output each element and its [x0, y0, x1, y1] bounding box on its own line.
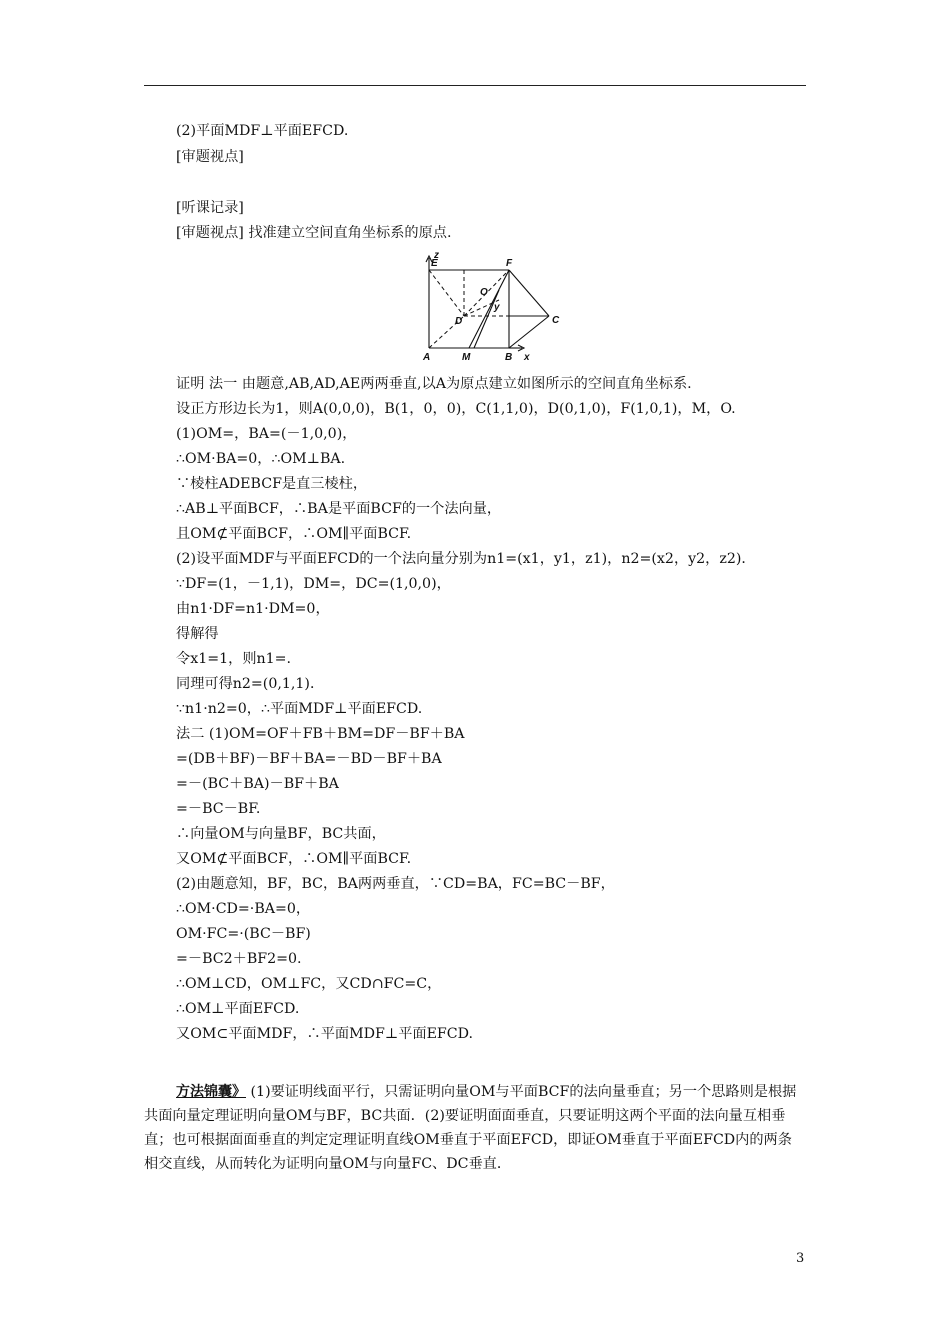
figure-label: x [524, 352, 530, 363]
figure-label: M [462, 352, 471, 363]
page-number: 3 [796, 1251, 805, 1266]
text-line: =(DB＋BF)－BF＋BA=－BD－BF＋BA [176, 751, 442, 767]
text-line: (2)设平面MDF与平面EFCD的一个法向量分别为n1=(x1，y1，z1)，n2=(x2，y2，z2)． [176, 551, 756, 567]
figure-label: B [505, 352, 513, 363]
text-line: OM·FC=·(BC－BF) [176, 926, 311, 942]
text-line: (2)平面MDF⊥平面EFCD. [176, 123, 349, 139]
text-line: ∴AB⊥平面BCF，∴BA是平面BCF的一个法向量， [176, 501, 502, 517]
figure-label: O [480, 287, 488, 298]
text-line: ∵DF=(1，－1,1)，DM=，DC=(1,0,0)， [176, 576, 451, 592]
figure-label: A [423, 352, 431, 363]
text-line: [审题视点] [176, 149, 244, 165]
text-line: ∴向量OM与向量BF，BC共面， [176, 826, 386, 842]
text-line: 设正方形边长为1，则A(0,0,0)，B(1，0，0)，C(1,1,0)，D(0,1,0)，F(1,0,1)，M，O. [176, 401, 736, 417]
text-line: 由n1·DF=n1·DM=0， [176, 601, 330, 617]
text-line: ∴OM⊥CD，OM⊥FC，又CD∩FC=C， [176, 976, 442, 992]
figure-label: F [506, 258, 513, 269]
text-line: (1)OM=，BA=(－1,0,0)， [176, 426, 357, 442]
text-line: =－(BC＋BA)－BF＋BA [176, 776, 339, 792]
prism-figure [414, 250, 564, 365]
text-line: 得解得 [176, 626, 219, 642]
text-line: ∴OM·BA=0，∴OM⊥BA. [176, 451, 346, 467]
text-line: =－BC2＋BF2=0. [176, 951, 302, 967]
text-line: ∴OM⊥平面EFCD. [176, 1001, 300, 1017]
header-rule [144, 85, 806, 86]
text-line: (2)由题意知，BF，BC，BA两两垂直，∵CD=BA，FC=BC－BF， [176, 876, 615, 892]
figure-label: E [431, 258, 438, 269]
text-line: 令x1=1，则n1=. [176, 651, 292, 667]
text-line: =－BC－BF. [176, 801, 261, 817]
text-line: ∴OM·CD=·BA=0， [176, 901, 311, 917]
text-line: [听课记录] [176, 200, 244, 216]
figure-label: C [552, 315, 560, 326]
text-line: 又OM⊂平面MDF，∴平面MDF⊥平面EFCD. [176, 1026, 474, 1042]
figure-label: D [455, 316, 463, 327]
text-line: 且OM⊄平面BCF，∴OM∥平面BCF. [176, 526, 412, 542]
text-line: ∵n1·n2=0，∴平面MDF⊥平面EFCD. [176, 701, 423, 717]
method-tip [144, 1080, 806, 1176]
figure-label: z [434, 250, 439, 261]
figure-label: y [494, 302, 500, 313]
text-line: 同理可得n2=(0,1,1)． [176, 676, 325, 692]
text-line: 法二 (1)OM=OF＋FB＋BM=DF－BF＋BA [176, 726, 465, 742]
method-tip-text: (1)要证明线面平行，只需证明向量OM与平面BCF的法向量垂直；另一个思路则是根据共面向量定理证明向量OM与BF，BC共面．(2)要证明面面垂直，只要证明这两个平面的法向量互相垂直；也可根据面面垂直的判定定理证明直线OM垂直于平面EFCD，即证OM垂直于平面EFCD内的两条相交直线，从而转化为证明向量OM与向量FC、DC垂直． [144, 1084, 797, 1172]
method-tip-badge: 方法锦囊》 [176, 1084, 246, 1100]
text-line: 证明 法一 由题意,AB,AD,AE两两垂直,以A为原点建立如图所示的空间直角坐标系. [176, 376, 692, 392]
text-line: [审题视点] 找准建立空间直角坐标系的原点. [176, 225, 452, 241]
text-line: ∵棱柱ADEBCF是直三棱柱， [176, 476, 368, 492]
text-line: 又OM⊄平面BCF，∴OM∥平面BCF. [176, 851, 412, 867]
